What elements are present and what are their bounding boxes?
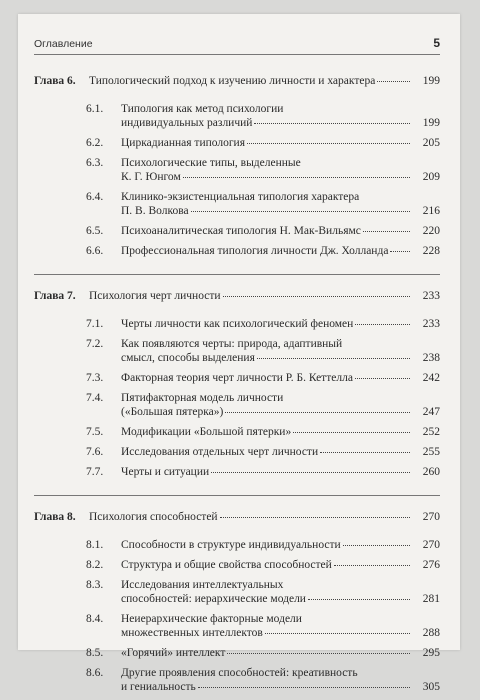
chapter-block xyxy=(34,74,440,275)
entry-page-number: 252 xyxy=(422,426,440,438)
section-entry xyxy=(34,136,440,150)
section-entry xyxy=(34,646,440,660)
entry-line: способностей: иерархические модели xyxy=(121,593,306,605)
leader-dots xyxy=(223,296,410,297)
section-number: 6.4. xyxy=(86,191,104,203)
entry-line: множественных интеллектов xyxy=(121,627,263,639)
entry-page-number: 295 xyxy=(422,647,440,659)
entry-page-number: 209 xyxy=(422,171,440,183)
section-number: 8.5. xyxy=(86,647,104,659)
table-of-contents xyxy=(34,74,440,700)
entry-last-line xyxy=(121,170,412,184)
chapter-entry xyxy=(34,289,440,303)
section-title xyxy=(121,646,412,660)
leader-dots xyxy=(363,231,410,232)
entry-last-line xyxy=(121,558,412,572)
entry-last-line xyxy=(121,204,412,218)
section-number: 7.5. xyxy=(86,426,104,438)
book-page xyxy=(18,14,460,693)
section-number: 8.1. xyxy=(86,539,104,551)
section-title xyxy=(121,244,412,258)
entry-line: Как появляются черты: природа, адаптивный xyxy=(121,338,343,350)
leader-dots xyxy=(265,633,410,634)
entry-line: Пятифакторная модель личности xyxy=(121,392,284,404)
section-number: 8.2. xyxy=(86,559,104,571)
section-entry xyxy=(34,102,440,130)
entry-line: и гениальность xyxy=(121,681,196,693)
section-number: 8.6. xyxy=(86,667,104,679)
entry-last-line xyxy=(121,136,412,150)
entry-last-line xyxy=(121,244,412,258)
entry-line: Исследования отдельных черт личности xyxy=(121,446,319,458)
entry-line: «Горячий» интеллект xyxy=(121,647,226,659)
leader-dots xyxy=(334,565,410,566)
section-entry xyxy=(34,244,440,258)
entry-page-number: 305 xyxy=(422,681,440,693)
running-header xyxy=(34,36,440,55)
section-title xyxy=(121,190,412,218)
entry-page-number: 270 xyxy=(422,539,440,551)
entry-last-line xyxy=(89,510,412,524)
entry-line: смысл, способы выделения xyxy=(121,352,255,364)
section-title xyxy=(121,465,412,479)
leader-dots xyxy=(355,324,410,325)
entry-line: Циркадианная типология xyxy=(121,137,245,149)
entry-page-number: 260 xyxy=(422,466,440,478)
leader-dots xyxy=(257,358,410,359)
entry-line: Способности в структуре индивидуальности xyxy=(121,539,341,551)
section-entry xyxy=(34,445,440,459)
section-title xyxy=(121,156,412,184)
chapter-block xyxy=(34,510,440,694)
entry-line: Психоаналитическая типология Н. Мак-Вильямс xyxy=(121,225,361,237)
section-title xyxy=(121,136,412,150)
entry-page-number: 220 xyxy=(422,225,440,237)
chapter-label: Глава 8. xyxy=(34,511,76,523)
section-entry xyxy=(34,666,440,694)
leader-dots xyxy=(220,517,410,518)
section-number: 6.6. xyxy=(86,245,104,257)
entry-line: Психологические типы, выделенные xyxy=(121,157,301,169)
section-number: 7.4. xyxy=(86,392,104,404)
section-number: 6.1. xyxy=(86,103,104,115)
section-number: 6.5. xyxy=(86,225,104,237)
section-title xyxy=(121,102,412,130)
entry-line: Типология как метод психологии xyxy=(121,103,284,115)
section-number: 6.3. xyxy=(86,157,104,169)
section-number: 6.2. xyxy=(86,137,104,149)
entry-last-line xyxy=(121,626,412,640)
entry-last-line xyxy=(121,351,412,365)
chapter-label: Глава 7. xyxy=(34,290,76,302)
section-entry xyxy=(34,538,440,552)
entry-page-number: 238 xyxy=(422,352,440,364)
section-title xyxy=(121,317,412,331)
section-number: 8.3. xyxy=(86,579,104,591)
entry-page-number: 276 xyxy=(422,559,440,571)
entry-line: Типологический подход к изучению личности и характера xyxy=(89,75,376,87)
section-number: 7.2. xyxy=(86,338,104,350)
entry-page-number: 255 xyxy=(422,446,440,458)
leader-dots xyxy=(198,687,410,688)
entry-line: К. Г. Юнгом xyxy=(121,171,181,183)
leader-dots xyxy=(211,472,410,473)
leader-dots xyxy=(308,599,410,600)
entry-line: Неиерархические факторные модели xyxy=(121,613,302,625)
entry-last-line xyxy=(121,425,412,439)
chapter-title xyxy=(89,74,412,88)
chapter-entry xyxy=(34,74,440,88)
page-number: 5 xyxy=(433,36,440,50)
entry-line: Клинико-экзистенциальная типология характера xyxy=(121,191,360,203)
section-title xyxy=(121,337,412,365)
section-entry xyxy=(34,337,440,365)
section-entry xyxy=(34,558,440,572)
leader-dots xyxy=(247,143,410,144)
leader-dots xyxy=(191,211,410,212)
entry-last-line xyxy=(121,371,412,385)
section-entry xyxy=(34,578,440,606)
entry-last-line xyxy=(121,224,412,238)
section-title xyxy=(121,666,412,694)
leader-dots xyxy=(390,251,410,252)
entry-page-number: 199 xyxy=(422,117,440,129)
section-title xyxy=(121,612,412,640)
entry-line: Другие проявления способностей: креативность xyxy=(121,667,358,679)
leader-dots xyxy=(377,81,410,82)
entry-line: Профессиональная типология личности Дж. Холланда xyxy=(121,245,389,257)
entry-line: Психология черт личности xyxy=(89,290,221,302)
entry-last-line xyxy=(121,405,412,419)
leader-dots xyxy=(183,177,410,178)
section-number: 7.6. xyxy=(86,446,104,458)
entry-page-number: 228 xyxy=(422,245,440,257)
entry-line: Психология способностей xyxy=(89,511,218,523)
entry-last-line xyxy=(121,116,412,130)
section-number: 8.4. xyxy=(86,613,104,625)
entry-page-number: 205 xyxy=(422,137,440,149)
entry-page-number: 288 xyxy=(422,627,440,639)
entry-line: Модификации «Большой пятерки» xyxy=(121,426,292,438)
entry-last-line xyxy=(121,592,412,606)
section-number: 7.1. xyxy=(86,318,104,330)
entry-page-number: 233 xyxy=(422,318,440,330)
section-title xyxy=(121,445,412,459)
entry-line: Черты личности как психологический феномен xyxy=(121,318,354,330)
entry-last-line xyxy=(121,538,412,552)
entry-line: Исследования интеллектуальных xyxy=(121,579,284,591)
entry-line: П. В. Волкова xyxy=(121,205,189,217)
section-entry xyxy=(34,224,440,238)
entry-line: («Большая пятерка») xyxy=(121,406,224,418)
chapter-title xyxy=(89,510,412,524)
entry-page-number: 242 xyxy=(422,372,440,384)
entry-last-line xyxy=(121,465,412,479)
section-number: 7.3. xyxy=(86,372,104,384)
entry-last-line xyxy=(121,317,412,331)
entry-last-line xyxy=(121,680,412,694)
entry-last-line xyxy=(89,289,412,303)
entry-line: Черты и ситуации xyxy=(121,466,210,478)
section-title xyxy=(121,371,412,385)
entry-page-number: 233 xyxy=(422,290,440,302)
chapter-entry xyxy=(34,510,440,524)
section-entry xyxy=(34,371,440,385)
leader-dots xyxy=(355,378,410,379)
entry-line: Структура и общие свойства способностей xyxy=(121,559,332,571)
entry-line: индивидуальных различий xyxy=(121,117,253,129)
entry-page-number: 270 xyxy=(422,511,440,523)
section-title xyxy=(121,425,412,439)
entry-page-number: 199 xyxy=(422,75,440,87)
leader-dots xyxy=(254,123,410,124)
section-entry xyxy=(34,391,440,419)
section-title xyxy=(121,224,412,238)
chapter-label: Глава 6. xyxy=(34,75,76,87)
entry-last-line xyxy=(121,646,412,660)
section-title xyxy=(121,538,412,552)
section-entry xyxy=(34,465,440,479)
section-entry xyxy=(34,317,440,331)
section-title xyxy=(121,558,412,572)
leader-dots xyxy=(227,653,410,654)
running-header-title: Оглавление xyxy=(34,38,93,50)
entry-page-number: 216 xyxy=(422,205,440,217)
section-entry xyxy=(34,156,440,184)
entry-last-line xyxy=(89,74,412,88)
entry-page-number: 281 xyxy=(422,593,440,605)
section-title xyxy=(121,578,412,606)
entry-last-line xyxy=(121,445,412,459)
entry-page-number: 247 xyxy=(422,406,440,418)
leader-dots xyxy=(293,432,410,433)
chapter-title xyxy=(89,289,412,303)
entry-line: Факторная теория черт личности Р. Б. Кеттелла xyxy=(121,372,353,384)
leader-dots xyxy=(343,545,410,546)
section-entry xyxy=(34,612,440,640)
leader-dots xyxy=(225,412,410,413)
leader-dots xyxy=(320,452,410,453)
section-number: 7.7. xyxy=(86,466,104,478)
section-entry xyxy=(34,425,440,439)
section-title xyxy=(121,391,412,419)
chapter-block xyxy=(34,289,440,496)
section-entry xyxy=(34,190,440,218)
